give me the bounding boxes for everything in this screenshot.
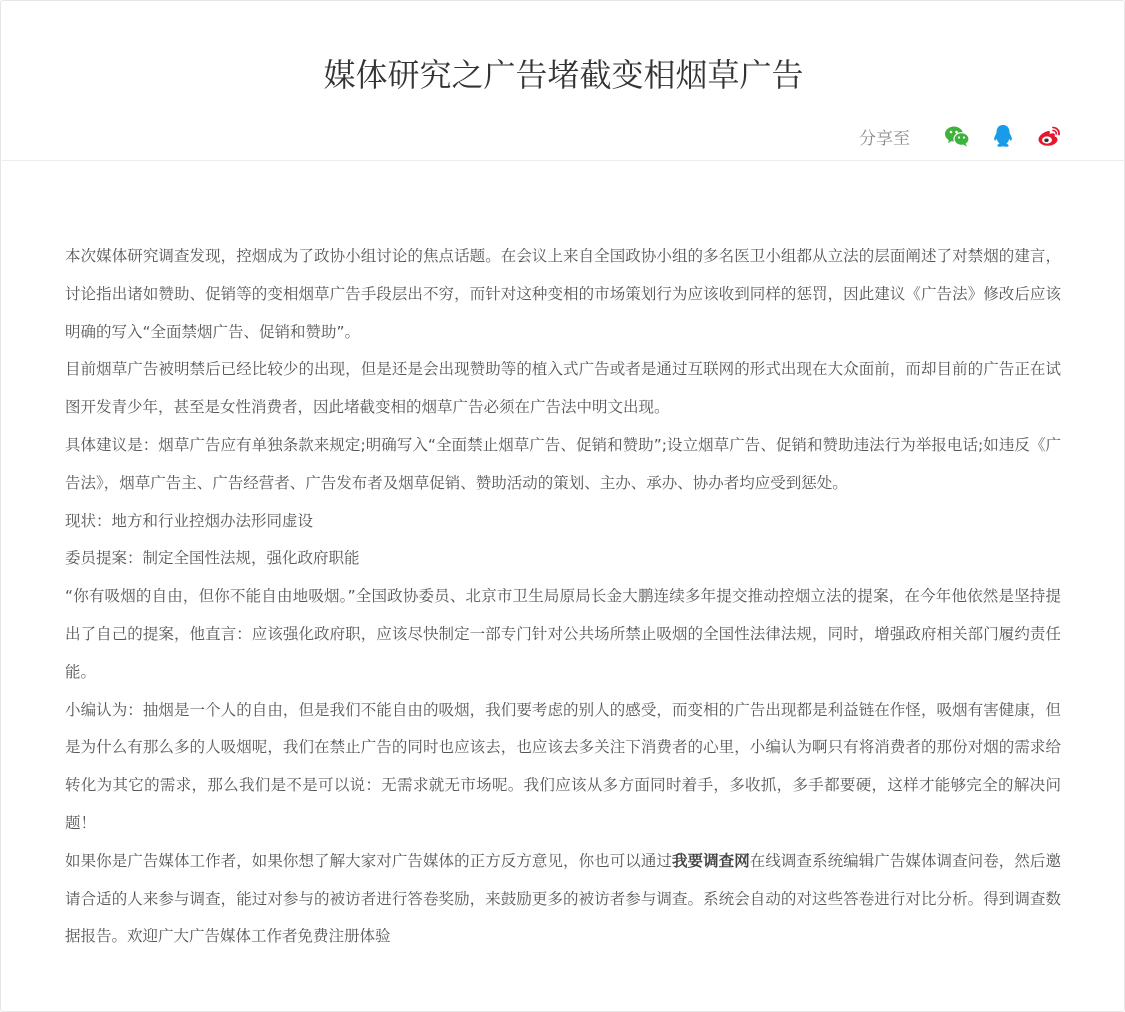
paragraph-5: 委员提案：制定全国性法规，强化政府职能 <box>65 549 360 568</box>
paragraph-1: 本次媒体研究调查发现，控烟成为了政协小组讨论的焦点话题。在会议上来自全国政协小组的多名医卫小组都从立法的层面阐述了对禁烟的建言，讨论指出诸如赞助、促销等的变相烟草广告手段层出不穷，而针对这种变相的市场策划行为应该收到同样的惩罚，因此建议《广告法》修改后应该明确的写入“全面禁烟广告、促销和赞助”。 <box>65 247 1061 341</box>
article-title: 媒体研究之广告堵截变相烟草广告 <box>323 56 804 94</box>
header-divider <box>2 160 1125 161</box>
paragraph-6: “你有吸烟的自由，但你不能自由地吸烟。”全国政协委员、北京市卫生局原局长金大鹏连续多年提交推动控烟立法的提案，在今年他依然是坚持提出了自己的提案，他直言：应该强化政府职，应该尽快制定一部专门针对公共场所禁止吸烟的全国性法律法规，同时，增强政府相关部门履约责任能。 <box>65 587 1061 681</box>
paragraph-2: 目前烟草广告被明禁后已经比较少的出现，但是还是会出现赞助等的植入式广告或者是通过互联网的形式出现在大众面前，而却目前的广告正在试图开发青少年，甚至是女性消费者，因此堵截变相的烟草广告必须在广告法中明文出现。 <box>65 360 1061 417</box>
paragraph-8-before: 如果你是广告媒体工作者，如果你想了解大家对广告媒体的正方反方意见，你也可以通过 <box>65 851 672 870</box>
paragraph-4: 现状：地方和行业控烟办法形同虚设 <box>65 511 314 530</box>
share-label: 分享至 <box>859 128 910 149</box>
paragraph-8 <box>65 843 1061 956</box>
survey-site-link[interactable]: 我要调查网 <box>671 851 750 870</box>
share-bar <box>859 121 1062 151</box>
paragraph-8-after: 在线调查系统编辑广告媒体调查问卷，然后邀请合适的人来参与调查，能过对参与的被访者进行答卷奖励，来鼓励更多的被访者参与调查。系统会自动的对这些答卷进行对比分析。得到调查数据报告。欢迎广大广告媒体工作者免费注册体验 <box>65 851 1061 946</box>
wechat-icon[interactable] <box>944 123 970 149</box>
article-body <box>65 238 1061 956</box>
weibo-icon[interactable] <box>1036 123 1062 149</box>
paragraph-3: 具体建议是：烟草广告应有单独条款来规定;明确写入“全面禁止烟草广告、促销和赞助”;设立烟草广告、促销和赞助违法行为举报电话;如违反《广告法》，烟草广告主、广告经营者、广告发布者及烟草促销、赞助活动的策划、主办、承办、协办者均应受到惩处。 <box>65 435 1061 492</box>
paragraph-7: 小编认为：抽烟是一个人的自由，但是我们不能自由的吸烟，我们要考虑的别人的感受，而变相的广告出现都是利益链在作怪，吸烟有害健康，但是为什么有那么多的人吸烟呢，我们在禁止广告的同时也应该去，也应该去多关注下消费者的心里，小编认为啊只有将消费者的那份对烟的需求给转化为其它的需求，那么我们是不是可以说：无需求就无市场呢。我们应该从多方面同时着手，多收抓，多手都要硬，这样才能够完全的解决问题！ <box>65 700 1061 832</box>
qq-icon[interactable] <box>990 123 1016 149</box>
